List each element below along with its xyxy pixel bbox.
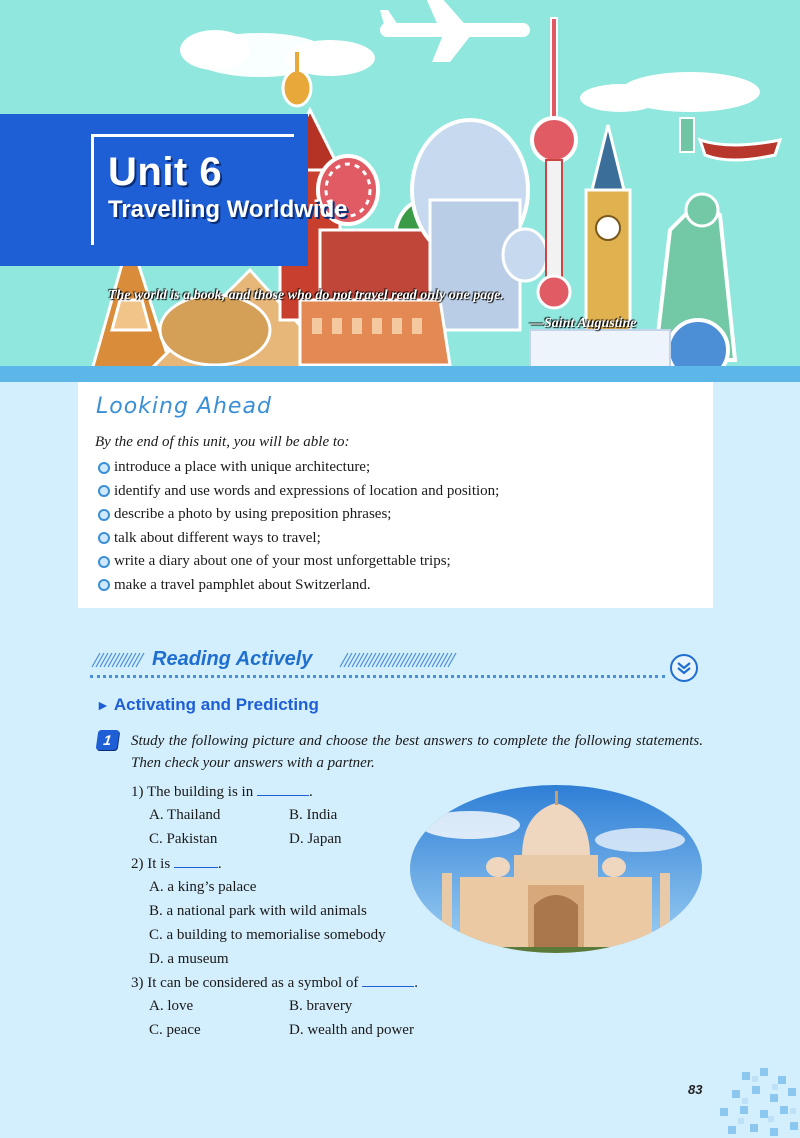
question-1: 1) The building is in .	[131, 784, 313, 800]
option: D. wealth and power	[289, 1022, 414, 1038]
option: B. a national park with wild animals	[149, 903, 367, 919]
option: B. India	[289, 807, 338, 823]
page-number: 83	[688, 1082, 703, 1097]
list-item: talk about different ways to travel;	[98, 527, 499, 551]
question-3: 3) It can be considered as a symbol of .	[131, 975, 418, 991]
unit-banner	[0, 0, 800, 370]
unit-title: Unit 6	[108, 150, 223, 194]
dotted-divider	[90, 675, 665, 678]
circle-bullet-icon	[98, 509, 110, 521]
looking-ahead-intro: By the end of this unit, you will be able to:	[95, 434, 350, 450]
option: C. peace	[149, 1022, 201, 1038]
question-2: 2) It is .	[131, 856, 222, 872]
pixel-decoration	[712, 1066, 800, 1138]
option: C. a building to memorialise somebody	[149, 927, 386, 943]
list-item: make a travel pamphlet about Switzerland.	[98, 574, 499, 598]
triangle-right-icon: ►	[96, 697, 110, 713]
option: D. Japan	[289, 831, 342, 847]
option: A. love	[149, 998, 194, 1014]
quote-author: —Saint Augustine	[530, 316, 637, 331]
eiffel-tower	[92, 250, 172, 370]
chevron-down-circle-icon[interactable]	[670, 654, 698, 682]
answer-blank	[362, 974, 414, 987]
exercise-instruction: Study the following picture and choose the best answers to complete the following statements. Then check your answers with a partner.	[131, 733, 703, 771]
section-title: Reading Actively	[152, 648, 313, 670]
objectives-list	[98, 456, 499, 597]
section-header	[90, 645, 700, 683]
list-item: identify and use words and expressions of location and position;	[98, 480, 499, 504]
option: A. Thailand	[149, 807, 221, 823]
banner-divider	[0, 366, 800, 382]
exercise-number: 1	[96, 730, 120, 750]
answer-blank	[257, 783, 309, 796]
unit-subtitle: Travelling Worldwide	[108, 196, 348, 223]
circle-bullet-icon	[98, 579, 110, 591]
subheading: ► Activating and Predicting	[96, 695, 319, 714]
looking-ahead-title: Looking Ahead	[96, 394, 272, 419]
option: A. a king’s palace	[149, 879, 257, 895]
quote-text: The world is a book, and those who do not travel read only one page.	[108, 288, 504, 303]
circle-bullet-icon	[98, 556, 110, 568]
option: B. bravery	[289, 998, 353, 1014]
list-item: describe a photo by using preposition phrases;	[98, 503, 499, 527]
airplane-icon	[380, 0, 530, 62]
option: D. a museum	[149, 951, 229, 967]
list-item: introduce a place with unique architecture;	[98, 456, 499, 480]
looking-ahead-box	[78, 382, 713, 608]
answer-blank	[174, 855, 218, 868]
list-item: write a diary about one of your most unforgettable trips;	[98, 550, 499, 574]
circle-bullet-icon	[98, 532, 110, 544]
option: C. Pakistan	[149, 831, 218, 847]
circle-bullet-icon	[98, 462, 110, 474]
taj-mahal-photo	[410, 785, 702, 953]
circle-bullet-icon	[98, 485, 110, 497]
